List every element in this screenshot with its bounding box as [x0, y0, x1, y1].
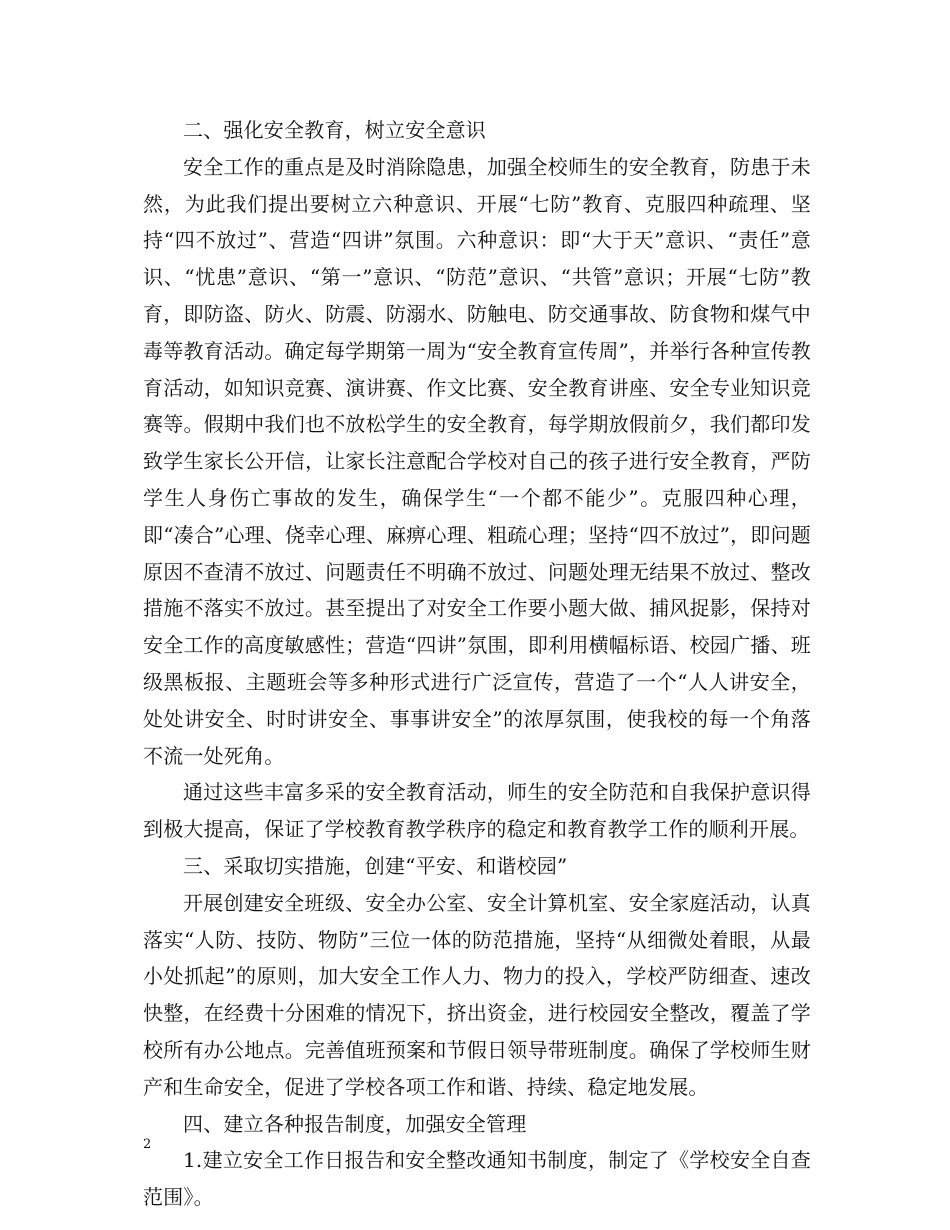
body-paragraph: 安全工作的重点是及时消除隐患，加强全校师生的安全教育，防患于未然，为此我们提出要树立六种意识、开展“七防”教育、克服四种疏理、坚持“四不放过”、营造“四讲”氛围。六种意识：即“大于天”意识、“责任”意识、“忧患”意识、“第一”意识、“防范”意识、“共管”意识；开展“七防”教育，即防盗、防火、防震、防溺水、防触电、防交通事故、防食物和煤气中毒等教育活动。确定每学期第一周为“安全教育宣传周”，并举行各种宣传教育活动，如知识竞赛、演讲赛、作文比赛、安全教育讲座、安全专业知识竞赛等。假期中我们也不放松学生的安全教育，每学期放假前夕，我们都印发致学生家长公开信，让家长注意配合学校对自己的孩子进行安全教育，严防学生人身伤亡事故的发生，确保学生“一个都不能少”。克服四种心理，即“凑合”心理、侥幸心理、麻痹心理、粗疏心理；坚持“四不放过”，即问题原因不查清不放过、问题责任不明确不放过、问题处理无结果不放过、整改措施不落实不放过。甚至提出了对安全工作要小题大做、捕风捉影，保持对安全工作的高度敏感性；营造“四讲”氛围，即利用横幅标语、校园广播、班级黑板报、主题班会等多种形式进行广泛宣传，营造了一个“人人讲安全，处处讲安全、时时讲安全、事事讲安全”的浓厚氛围，使我校的每一个角落不流一处死角。 — [143, 154, 811, 768]
document-body — [143, 112, 811, 1216]
numbered-item: 1.建立安全工作日报告和安全整改通知书制度，制定了《学校安全自查范围》。 — [143, 1148, 811, 1210]
body-paragraph: 通过这些丰富多采的安全教育活动，师生的安全防范和自我保护意识得到极大提高，保证了学校教育教学秩序的稳定和教育教学工作的顺利开展。 — [143, 780, 811, 842]
section-heading-4: 四、建立各种报告制度，加强安全管理 — [183, 1111, 527, 1136]
section-heading-3: 三、采取切实措施，创建“平安、和谐校园” — [183, 853, 568, 878]
body-paragraph: 开展创建安全班级、安全办公室、安全计算机室、安全家庭活动，认真落实“人防、技防、物防”三位一体的防范措施，坚持“从细微处着眼，从最小处抓起”的原则，加大安全工作人力、物力的投入，学校严防细查、速改快整，在经费十分困难的情况下，挤出资金，进行校园安全整改，覆盖了学校所有办公地点。完善值班预案和节假日领导带班制度。确保了学校师生财产和生命安全，促进了学校各项工作和谐、持续、稳定地发展。 — [143, 890, 811, 1099]
page-number: 2 — [143, 1137, 152, 1152]
section-heading-2: 二、强化安全教育，树立安全意识 — [183, 118, 486, 142]
